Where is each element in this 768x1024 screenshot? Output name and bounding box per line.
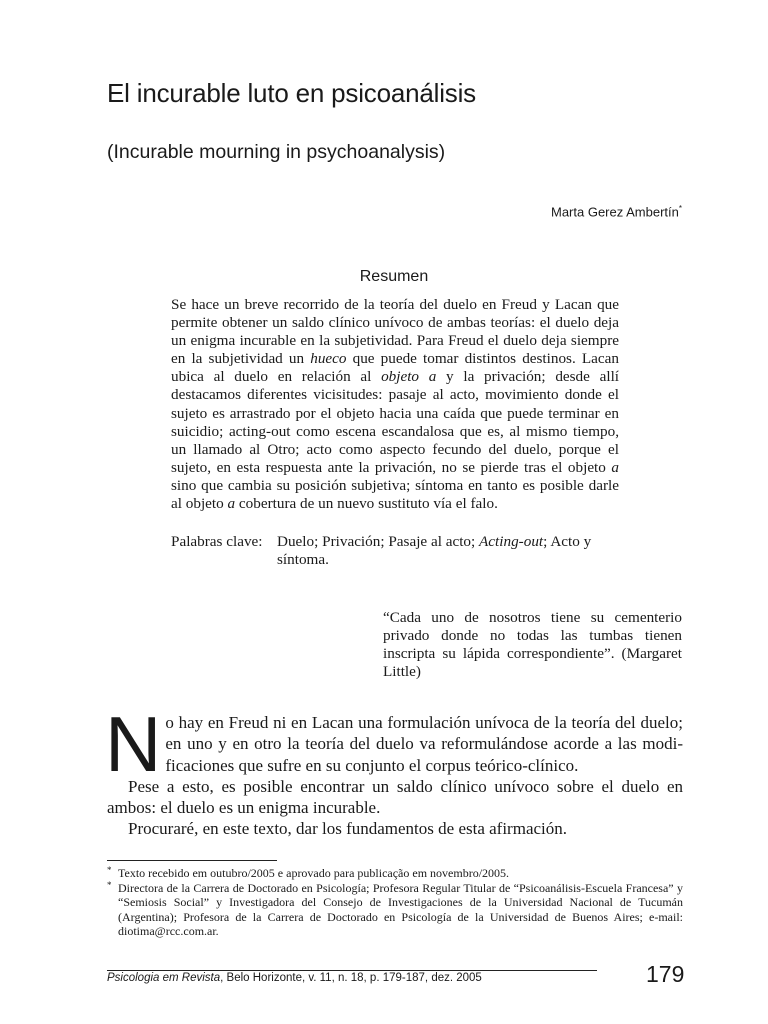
keywords-text: ; Acto y síntoma. [277, 533, 592, 569]
abstract-italic-term: objeto a [381, 368, 437, 386]
article-title: El incurable luto en psicoanálisis [107, 78, 476, 108]
keywords-label: Palabras clave: [171, 533, 263, 550]
author-footnote-mark: * [678, 204, 682, 213]
abstract-text: y la privación; desde allí destacamos diferentes vicisitudes: pasaje al acto, movimiento donde el sujeto es arrastrado por el objeto hacia una caída que puede terminar en suicidio; acting-out como escena escandalosa que es, al mismo tiempo, un llamado al Otro; acto como aspecto fecundo del duelo, porque el sujeto, en esta respuesta ante la privación, no se pierde tras el objeto [171, 368, 620, 476]
author-name: Marta Gerez Ambertín [550, 204, 679, 220]
footnotes [107, 866, 683, 939]
body-paragraph: o hay en Freud ni en Lacan una formulación unívoca de la teoría del duelo; en uno y en otro la teoría del duelo va reformulándose acorde a las modificaciones que sufre en su conjunto el corpus teórico-clínico. [165, 713, 683, 775]
drop-cap: N [105, 700, 162, 788]
footer-divider [107, 970, 597, 971]
footnote-mark: * [107, 879, 112, 890]
abstract-text: sino que cambia su posición subjetiva; síntoma en tanto es posible darle al objeto [171, 476, 619, 513]
abstract-body [171, 296, 619, 513]
abstract-text: cobertura de un nuevo sustituto vía el falo. [235, 495, 498, 513]
article-body [105, 700, 683, 840]
author-line [551, 204, 682, 219]
article-subtitle: (Incurable mourning in psychoanalysis) [107, 141, 446, 163]
keywords-text: Duelo; Privación; Pasaje al acto; [277, 533, 480, 550]
footnote [107, 881, 683, 939]
footer-citation [107, 972, 482, 984]
abstract-text: Se hace un breve recorrido de la teoría del duelo en Freud y Lacan que permite obtener un saldo clínico unívoco de ambas teorías: el duelo deja un enigma incurable en la subjetividad. Para Freud el duelo deja siempre en la subjetividad un [171, 296, 619, 368]
abstract-italic-term: a [227, 495, 236, 513]
footnote-text: Directora de la Carrera de Doctorado en Psicología; Profesora Regular Titular de “Psicoanálisis-Escuela Francesa” y “Semiosis Social” y Investigadora del Consejo de Investigaciones de la Universidad Nacional de Tucumán (Argentina); Profesora de la Carrera de Doctorado en Psicología de la Universidad de Buenos Aires; e-mail: diotima@rcc.com.ar. [118, 880, 683, 939]
body-paragraph: Pese a esto, es posible encontrar un saldo clínico unívoco sobre el duelo en ambos: el duelo es un enigma incurable. [107, 776, 683, 818]
footnote-mark: * [107, 865, 112, 875]
keywords-values [277, 533, 627, 569]
abstract-paragraph [171, 296, 619, 513]
keywords [171, 533, 631, 569]
abstract-italic-term: a [611, 458, 619, 476]
abstract-text: que puede tomar distintos destinos. Lacan ubica al duelo en relación al [171, 350, 619, 386]
footnote-text: Texto recebido em outubro/2005 e aprovado para publicação em novembro/2005. [118, 866, 510, 880]
body-paragraph: Procuraré, en este texto, dar los fundamentos de esta afirmación. [128, 819, 568, 839]
keywords-italic-term: Acting-out [479, 533, 544, 550]
footnote [107, 866, 683, 881]
page-number: 179 [646, 961, 685, 987]
citation-details: , Belo Horizonte, v. 11, n. 18, p. 179-187, dez. 2005 [220, 972, 482, 984]
abstract-italic-term: hueco [310, 350, 347, 368]
abstract-heading: Resumen [359, 268, 429, 285]
journal-name: Psicologia em Revista [107, 972, 221, 984]
epigraph-quote: “Cada uno de nosotros tiene su cementerio privado donde no todas las tumbas tienen inscripta su lápida correspondiente”. (Margaret Little) [383, 609, 682, 681]
footnote-divider [107, 860, 277, 861]
